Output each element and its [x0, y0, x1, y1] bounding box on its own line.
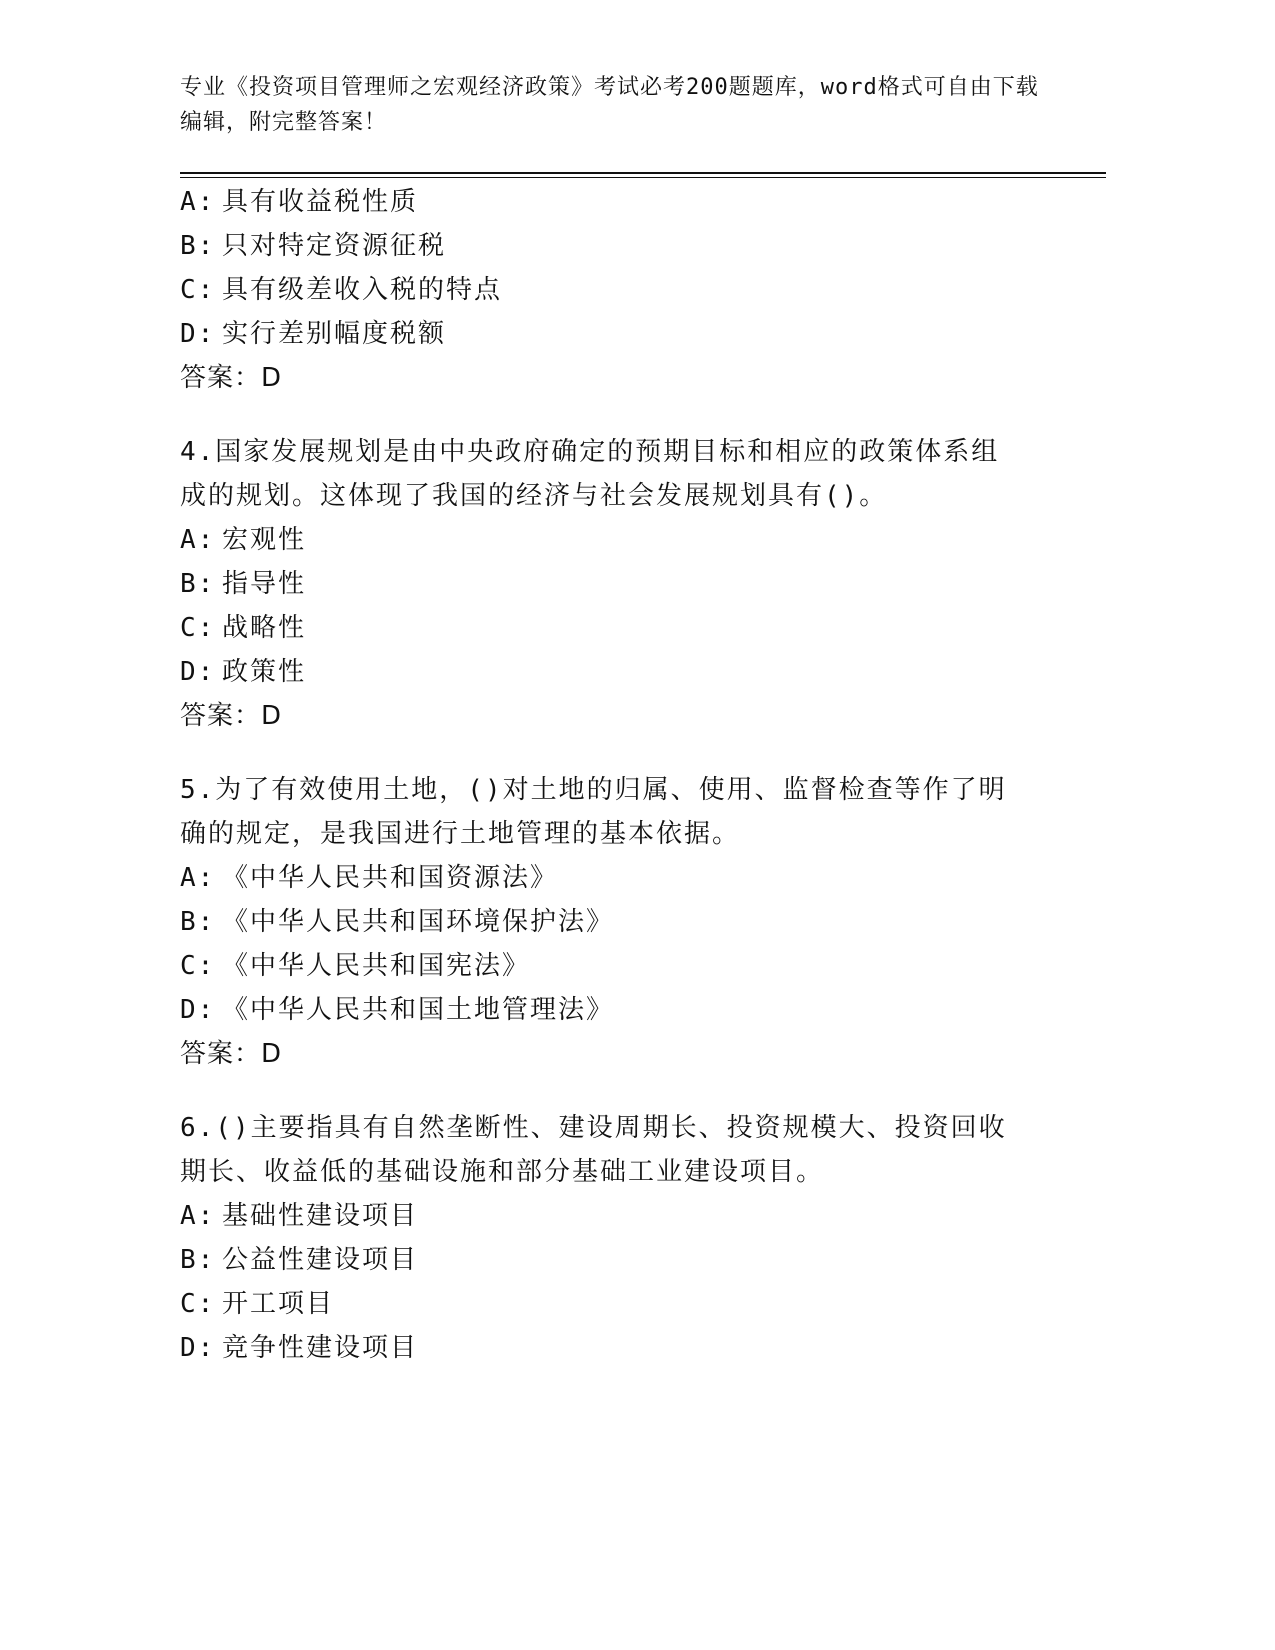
option-letter: D:: [180, 657, 216, 687]
option-letter: C:: [180, 613, 216, 643]
option-b: [180, 562, 1060, 606]
option-letter: D:: [180, 995, 216, 1025]
option-c: [180, 944, 1060, 988]
answer-line: 答案：D: [180, 1039, 283, 1069]
option-letter: A:: [180, 187, 216, 217]
option-text: 公益性建设项目: [222, 1245, 419, 1275]
question-stem: 6.()主要指具有自然垄断性、建设周期长、投资规模大、投资回收期长、收益低的基础设施和部分基础工业建设项目。: [180, 1113, 1007, 1187]
option-a: [180, 1194, 1060, 1238]
option-letter: C:: [180, 275, 216, 305]
option-d: [180, 1326, 1060, 1370]
header-rule-thick: [180, 172, 1106, 174]
question-3-partial: [180, 180, 1060, 400]
option-letter: B:: [180, 907, 216, 937]
answer-line: 答案：D: [180, 701, 283, 731]
option-letter: A:: [180, 1201, 216, 1231]
option-a: [180, 856, 1060, 900]
option-a: [180, 518, 1060, 562]
option-text: 基础性建设项目: [222, 1201, 419, 1231]
document-header: 专业《投资项目管理师之宏观经济政策》考试必考200题题库，word格式可自由下载编辑，附完整答案！: [180, 75, 1039, 135]
option-letter: A:: [180, 525, 216, 555]
question-5: [180, 768, 1060, 1076]
option-text: 具有级差收入税的特点: [222, 275, 503, 305]
option-text: 具有收益税性质: [222, 187, 419, 217]
option-text: 开工项目: [222, 1289, 335, 1319]
question-6: [180, 1106, 1060, 1370]
option-b: [180, 1238, 1060, 1282]
option-text: 宏观性: [222, 525, 307, 555]
answer-line: 答案：D: [180, 363, 283, 393]
option-letter: D:: [180, 1333, 216, 1363]
option-b: [180, 900, 1060, 944]
option-text: 《中华人民共和国资源法》: [222, 863, 559, 893]
option-text: 竞争性建设项目: [222, 1333, 419, 1363]
option-letter: B:: [180, 231, 216, 261]
option-letter: B:: [180, 569, 216, 599]
option-text: 《中华人民共和国土地管理法》: [222, 995, 615, 1025]
option-letter: B:: [180, 1245, 216, 1275]
option-text: 战略性: [222, 613, 307, 643]
question-4: [180, 430, 1060, 738]
option-text: 实行差别幅度税额: [222, 319, 447, 349]
header-rule-thin: [180, 177, 1106, 178]
option-letter: C:: [180, 1289, 216, 1319]
option-d: [180, 650, 1060, 694]
option-text: 《中华人民共和国宪法》: [222, 951, 531, 981]
option-text: 政策性: [222, 657, 307, 687]
option-text: 《中华人民共和国环境保护法》: [222, 907, 615, 937]
option-letter: D:: [180, 319, 216, 349]
question-stem: 4.国家发展规划是由中央政府确定的预期目标和相应的政策体系组成的规划。这体现了我国的经济与社会发展规划具有()。: [180, 437, 1000, 511]
option-text: 指导性: [222, 569, 307, 599]
document-body: [180, 180, 1060, 1370]
option-text: 只对特定资源征税: [222, 231, 447, 261]
option-a: [180, 180, 1060, 224]
option-b: [180, 224, 1060, 268]
option-c: [180, 606, 1060, 650]
option-letter: C:: [180, 951, 216, 981]
option-c: [180, 268, 1060, 312]
option-d: [180, 312, 1060, 356]
question-stem: 5.为了有效使用土地，()对土地的归属、使用、监督检查等作了明确的规定，是我国进行土地管理的基本依据。: [180, 775, 1007, 849]
option-letter: A:: [180, 863, 216, 893]
option-c: [180, 1282, 1060, 1326]
option-d: [180, 988, 1060, 1032]
